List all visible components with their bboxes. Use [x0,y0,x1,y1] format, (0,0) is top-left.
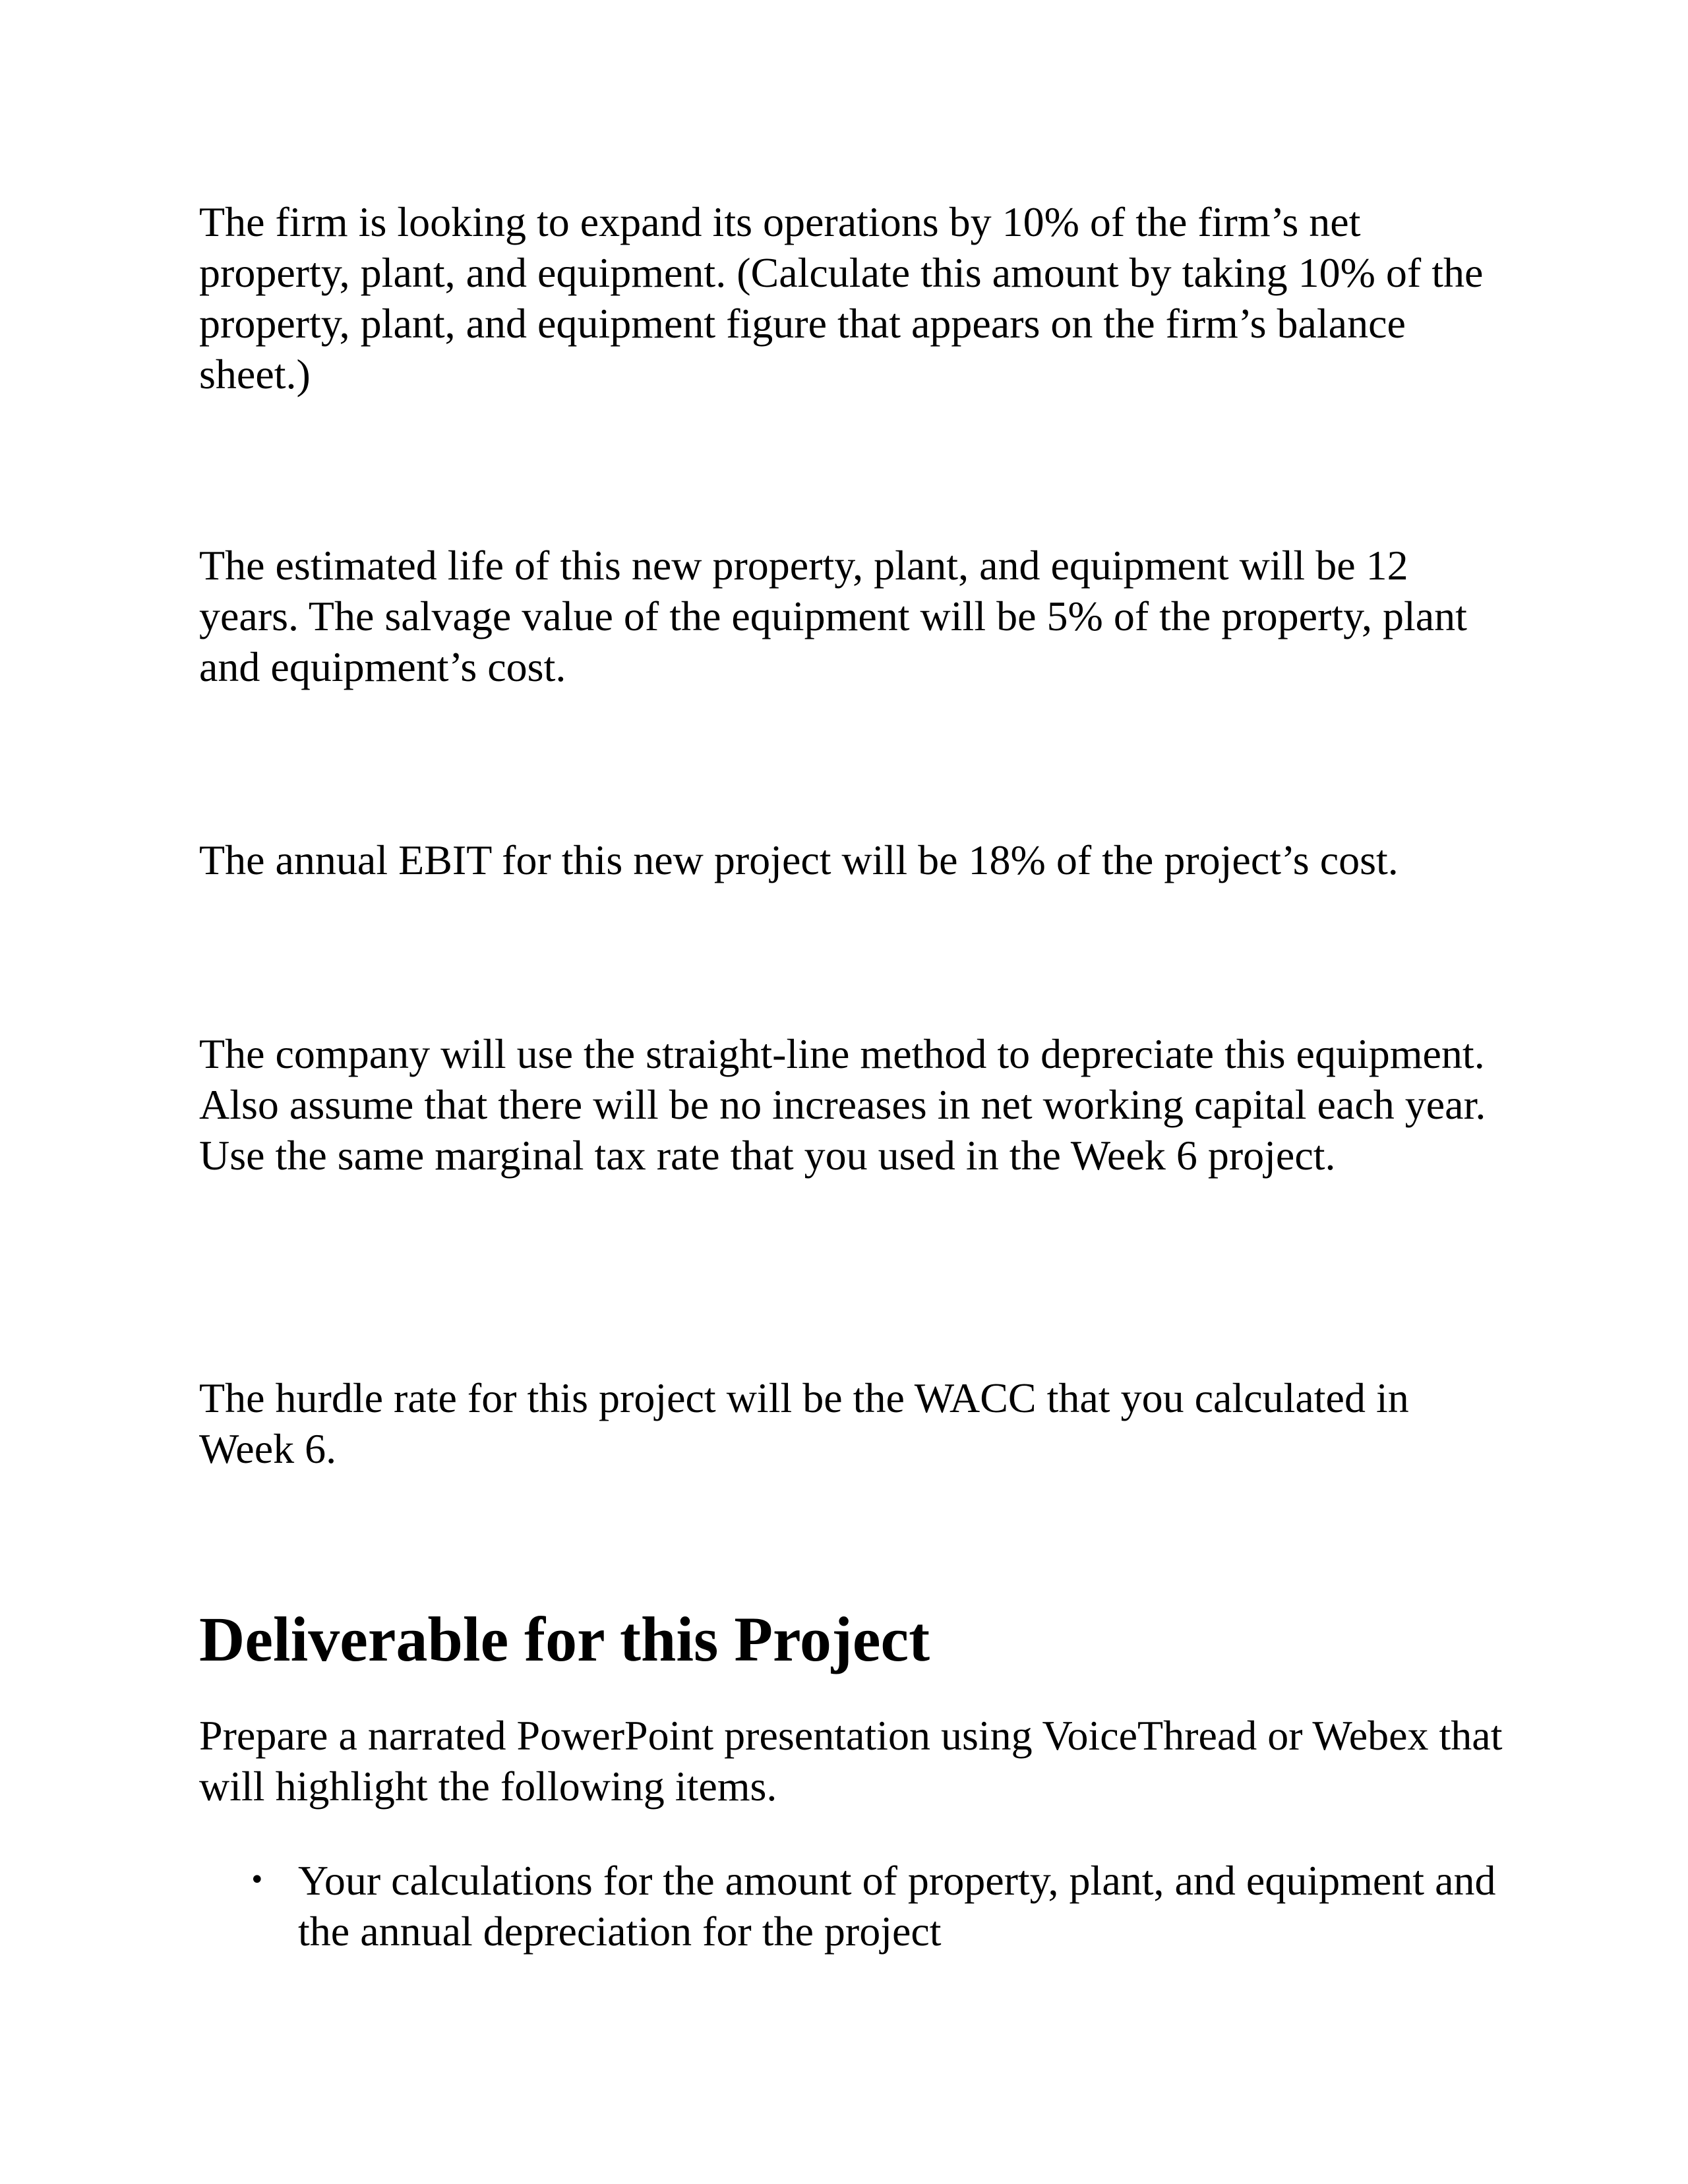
paragraph-estimated-life: The estimated life of this new property, plant, and equipment will be 12 years. The salvage value of the equipment will be 5% of the property, plant and equipment’s cost. [199,542,1467,690]
section-heading-deliverable: Deliverable for this Project [199,1604,930,1674]
paragraph-hurdle-rate: The hurdle rate for this project will be the WACC that you calculated in Week 6. [199,1374,1409,1472]
paragraph-annual-ebit: The annual EBIT for this new project will be 18% of the project’s cost. [199,837,1399,883]
list-item [199,1855,1511,1957]
paragraph-deliverable-intro: Prepare a narrated PowerPoint presentation using VoiceThread or Webex that will highlight the following items. [199,1712,1503,1810]
bullet-text: Your calculations for the amount of property, plant, and equipment and the annual depreciation for the project [298,1857,1496,1955]
bullet-icon: • [249,1865,265,1895]
paragraph-depreciation-method: The company will use the straight-line method to depreciate this equipment. Also assume that there will be no increases in net working capital each year. Use the same marginal tax rate that you used in the Week 6 project. [199,1030,1486,1179]
paragraph-expansion: The firm is looking to expand its operations by 10% of the firm’s net property, plant, and equipment. (Calculate this amount by taking 10% of the property, plant, and equipment figure that appears on the firm’s balance sheet.) [199,198,1484,398]
deliverable-bullet-list [199,1855,1511,1957]
